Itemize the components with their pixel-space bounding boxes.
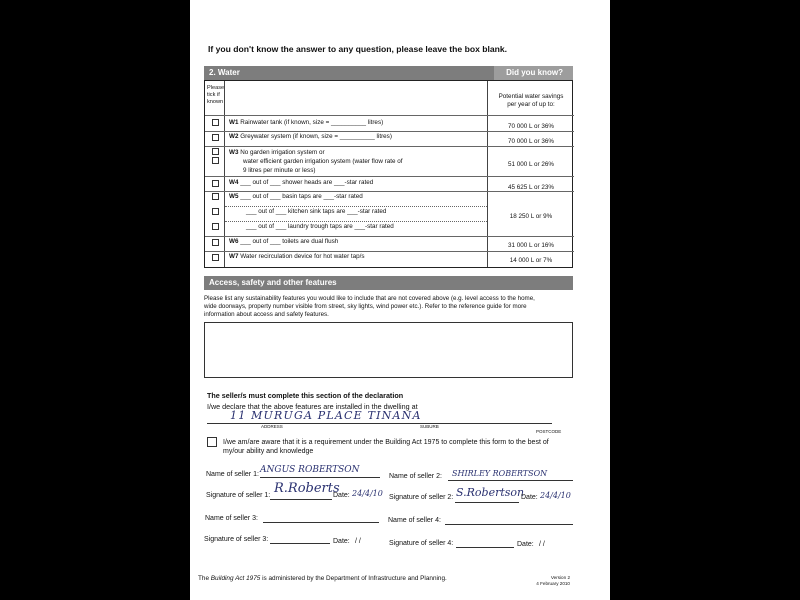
features-textarea[interactable] [204,322,573,378]
address-label: ADDRESS [261,424,283,429]
row-divider [225,206,487,207]
access-section-header [204,276,573,290]
seller4-name-label: Name of seller 4: [388,517,441,524]
w3-saving: 51 000 L or 26% [508,161,554,168]
row-divider [205,236,574,237]
seller1-signature-label: Signature of seller 1: [206,492,271,499]
row-divider [205,115,574,116]
seller4-name-field[interactable] [445,524,573,525]
form-page [190,0,610,600]
w5-line: ___ out of ___ kitchen sink taps are ___-star rated [246,208,387,215]
version-info [530,575,570,587]
seller4-date-label: Date: [517,541,534,548]
awareness-line: I/we am/are aware that it is a requirement under the Building Act 1975 to complete this form to the best of [223,439,549,446]
footer-pre: The [198,575,210,582]
savings-header [488,93,574,109]
water-section-header [204,66,573,80]
seller2-date-label: Date: [521,494,538,501]
seller4-signature-field[interactable] [456,547,514,548]
w5-code: W5 [229,193,239,200]
footer-act: Building Act 1975 [210,575,261,582]
w5-checkbox-laundry[interactable] [212,223,219,230]
w7-text: Water recirculation device for hot water tap/s [240,253,365,260]
instruction-line: information about access and safety features. [204,311,329,318]
w3-line: 9 litres per minute or less) [243,167,316,174]
declaration-heading: The seller/s must complete this section of the declaration [207,391,404,400]
seller1-name-label: Name of seller 1: [206,471,259,478]
seller3-name-field[interactable] [263,522,379,523]
w2-row [229,134,392,140]
w7-saving: 14 000 L or 7% [509,257,553,264]
row-divider [205,131,574,132]
w2-saving: 70 000 L or 36% [508,138,554,145]
water-table [204,80,573,268]
row-divider [205,191,574,192]
w4-saving: 45 625 L or 23% [508,184,554,191]
seller2-name-label: Name of seller 2: [389,473,442,480]
row-divider [225,221,487,222]
seller1-date-label: Date: [333,492,350,499]
seller3-name-label: Name of seller 3: [205,515,258,522]
w6-saving: 31 000 L or 16% [508,242,554,249]
seller3-date-label: Date: [333,538,350,545]
tick-header [207,85,224,106]
awareness-line: my/our ability and knowledge [223,448,314,455]
did-you-know-tag: Did you know? [494,66,573,80]
w5-checkbox-basin[interactable] [212,193,219,200]
instruction-line: Please list any sustainability features you would like to include that are not covered above (e.g. level access to the home, [204,295,535,302]
w2-code: W2 [229,133,239,140]
declaration-line: I/we declare that the above features are installed in the dwelling at [207,402,418,411]
seller3-date-value[interactable]: / / [355,538,361,545]
w7-row [229,254,365,260]
w6-checkbox[interactable] [212,239,219,246]
seller3-signature-label: Signature of seller 3: [204,536,269,543]
w5-row [229,194,363,200]
postcode-label: POSTCODE [536,429,562,434]
seller3-signature-field[interactable] [270,543,330,544]
w1-text: Rainwater tank (if known, size = __________ litres) [240,119,384,126]
w2-checkbox[interactable] [212,134,219,141]
w2-text: Greywater system (if known, size = __________ litres) [240,133,392,140]
w3-code: W3 [229,149,239,156]
seller2-name-line [448,480,573,481]
awareness-checkbox[interactable] [207,437,217,447]
w3-checkbox-none[interactable] [212,148,219,155]
row-divider [205,251,574,252]
w5-checkbox-kitchen[interactable] [212,208,219,215]
address-underline [207,423,552,424]
w6-row [229,239,338,245]
access-section-title: Access, safety and other features [209,278,337,287]
tick-header-line: known [207,99,224,105]
column-divider [224,81,225,267]
intro-instruction: If you don't know the answer to any question, please leave the box blank. [208,44,508,54]
version-date: 4 February 2010 [536,581,570,586]
seller4-signature-label: Signature of seller 4: [389,540,454,547]
awareness-statement [223,438,549,456]
footer-note [198,576,447,582]
w5-saving: 18 250 L or 9% [509,213,553,220]
w1-saving: 70 000 L or 36% [508,123,554,130]
w3-row [229,148,402,175]
savings-header-line: per year of up to: [507,101,555,108]
w5-line: ___ out of ___ basin taps are ___-star rated [240,193,363,200]
savings-header-line: Potential water savings [498,93,564,100]
seller1-signature-line [270,499,332,500]
address-handwritten: 11 MURUGA PLACE TINANA [230,409,422,422]
seller1-name-line [260,477,380,478]
instruction-line: wide doorways, property number visible from street, sky lights, wind power etc.). Refer to the reference guide for more [204,303,527,310]
w4-code: W4 [229,179,239,186]
row-divider [205,176,574,177]
access-instructions [204,295,535,319]
w4-text: ___ out of ___ shower heads are ___-star rated [240,179,374,186]
water-section-title: 2. Water [209,68,240,77]
seller4-date-value[interactable]: / / [539,541,545,548]
w1-row [229,120,383,126]
tick-header-line: tick if [207,92,220,98]
seller2-signature-line [455,502,519,503]
seller1-date-value[interactable]: 24/4/10 [352,489,383,498]
seller2-signature-label: Signature of seller 2: [389,494,454,501]
w1-checkbox[interactable] [212,119,219,126]
seller1-signature: R.Roberts [274,481,340,496]
version-label: Version 2 [550,575,570,580]
w3-checkbox-efficient[interactable] [212,157,219,164]
w7-checkbox[interactable] [212,254,219,261]
suburb-label: SUBURB [420,424,439,429]
w6-code: W6 [229,238,239,245]
w3-line: water efficient garden irrigation system (water flow rate of [243,158,403,165]
w3-line: No garden irrigation system or [240,149,325,156]
w4-checkbox[interactable] [212,180,219,187]
footer-post: is administered by the Department of Infrastructure and Planning. [262,575,447,582]
w4-row [229,180,373,186]
w7-code: W7 [229,253,239,260]
seller2-date-value[interactable]: 24/4/10 [540,491,571,500]
w1-code: W1 [229,119,239,126]
w6-text: ___ out of ___ toilets are dual flush [240,238,339,245]
w5-line: ___ out of ___ laundry trough taps are ___-star rated [246,223,394,230]
seller2-signature: S.Robertson [456,486,525,499]
seller1-name-value[interactable]: ANGUS ROBERTSON [260,465,360,475]
row-divider [205,146,574,147]
seller2-name-value[interactable]: SHIRLEY ROBERTSON [452,469,548,478]
tick-header-line: Please [207,85,225,91]
